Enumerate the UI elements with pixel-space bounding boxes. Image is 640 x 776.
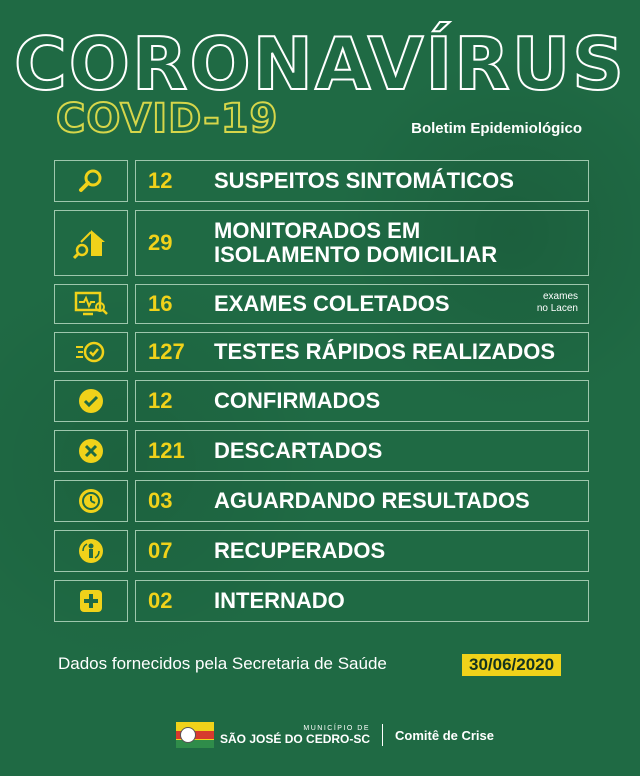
- stat-box: [135, 480, 589, 522]
- stat-row-hospitalized: [54, 580, 589, 622]
- stat-box: [135, 160, 589, 202]
- stat-box: [135, 580, 589, 622]
- stat-box: [135, 430, 589, 472]
- stat-label: INTERNADO: [214, 588, 345, 613]
- x-icon: [77, 437, 105, 465]
- clock-icon: [77, 487, 105, 515]
- stat-row-monitored: [54, 210, 589, 276]
- icon-box: [54, 530, 128, 572]
- stat-row-rapid-tests: [54, 332, 589, 372]
- stat-label: [214, 219, 497, 267]
- stat-note-line1: exames: [542, 291, 578, 302]
- magnifier-icon: [76, 166, 106, 196]
- recovered-person-icon: [77, 537, 105, 565]
- stat-row-recovered: [54, 530, 589, 572]
- stat-label-line1: MONITORADOS EM: [214, 218, 421, 243]
- stat-box: [135, 284, 589, 324]
- rapid-test-icon: [74, 338, 108, 366]
- stat-label: SUSPEITOS SINTOMÁTICOS: [214, 168, 514, 193]
- stat-label: EXAMES COLETADOS: [214, 291, 450, 316]
- stat-note: [537, 291, 578, 315]
- stat-row-exams: [54, 284, 589, 324]
- icon-box: [54, 284, 128, 324]
- stat-box: [135, 210, 589, 276]
- stat-label: RECUPERADOS: [214, 538, 386, 563]
- stat-row-confirmed: [54, 380, 589, 422]
- icon-box: [54, 430, 128, 472]
- stat-value: 03: [148, 488, 173, 513]
- stat-box: [135, 530, 589, 572]
- icon-box: [54, 380, 128, 422]
- stat-value: 16: [148, 291, 173, 316]
- stat-box: [135, 332, 589, 372]
- stat-label-line2: ISOLAMENTO DOMICILIAR: [214, 242, 498, 267]
- stat-value: 29: [148, 230, 173, 255]
- stat-value: 12: [148, 388, 173, 413]
- main-title: CORONAVÍRUS: [13, 22, 627, 106]
- stat-row-discarded: [54, 430, 589, 472]
- check-icon: [77, 387, 105, 415]
- stat-label: AGUARDANDO RESULTADOS: [214, 488, 530, 513]
- stat-label: DESCARTADOS: [214, 438, 383, 463]
- stat-value: 121: [148, 438, 185, 463]
- stat-row-awaiting: [54, 480, 589, 522]
- bulletin-label: Boletim Epidemiológico: [411, 120, 582, 137]
- icon-box: [54, 210, 128, 276]
- stat-value: 127: [148, 339, 185, 364]
- municipality-name: SÃO JOSÉ DO CEDRO-SC: [220, 731, 371, 746]
- stat-note-line2: no Lacen: [536, 303, 578, 314]
- municipality-flag-icon: [176, 722, 214, 748]
- home-isolation-icon: [71, 226, 111, 260]
- icon-box: [54, 160, 128, 202]
- data-source-text: Dados fornecidos pela Secretaria de Saúde: [58, 654, 387, 673]
- municipality-small-label: MUNICÍPIO DE: [303, 724, 371, 732]
- municipality-text: [220, 725, 370, 746]
- stat-value: 02: [148, 588, 173, 613]
- icon-box: [54, 580, 128, 622]
- date-badge: 30/06/2020: [462, 654, 561, 676]
- committee-label: Comitê de Crise: [395, 727, 495, 743]
- stat-box: [135, 380, 589, 422]
- icon-box: [54, 332, 128, 372]
- stat-row-suspected: [54, 160, 589, 202]
- divider: [382, 724, 383, 746]
- subtitle: COVID-19: [56, 96, 279, 142]
- icon-box: [54, 480, 128, 522]
- stat-label: TESTES RÁPIDOS REALIZADOS: [214, 339, 556, 364]
- stat-value: 07: [148, 538, 173, 563]
- municipality-block: [176, 722, 494, 748]
- lab-exam-icon: [73, 290, 109, 318]
- stats-list: [54, 160, 589, 630]
- hospital-cross-icon: [77, 587, 105, 615]
- stat-value: 12: [148, 168, 173, 193]
- stat-label: CONFIRMADOS: [214, 388, 381, 413]
